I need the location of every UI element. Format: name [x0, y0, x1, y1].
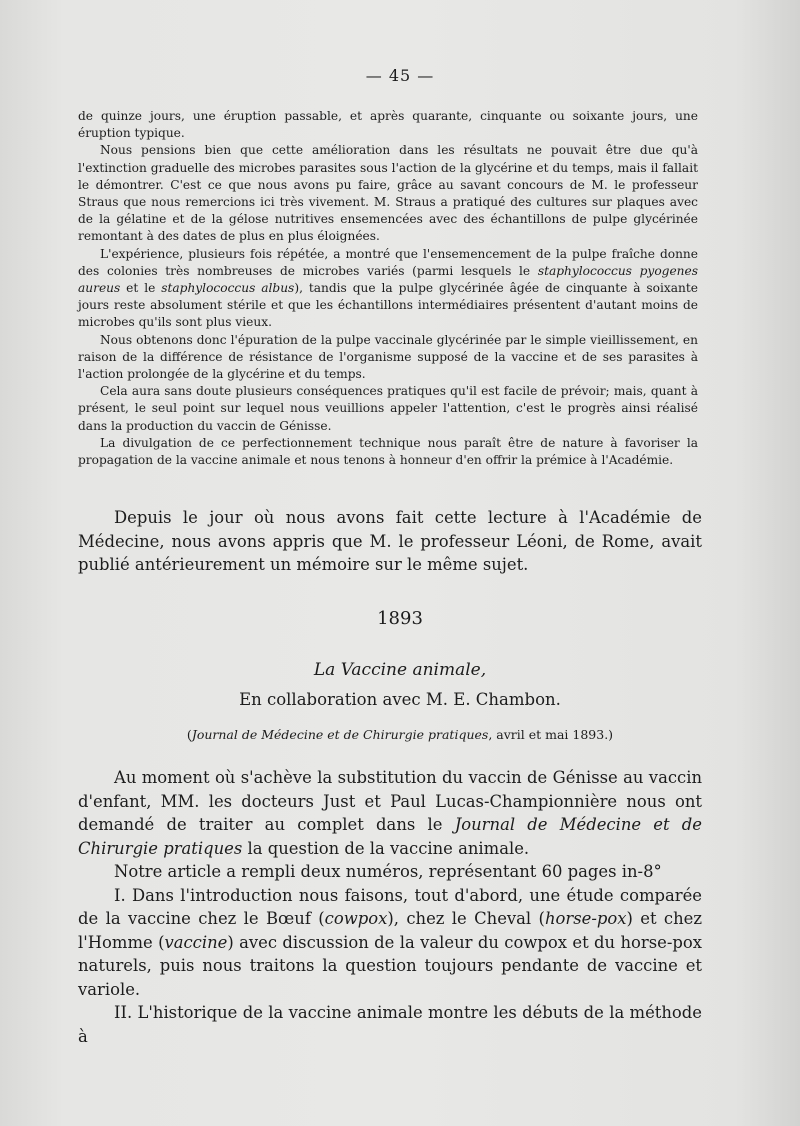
- paragraph: La divulgation de ce perfectionnement technique nous paraît être de nature à favoriser la propagation de la vaccine animale et nous tenons à honneur d'en offrir la prémice à l'Académie.: [78, 435, 698, 468]
- paragraph: Nous obtenons donc l'épuration de la pulpe vaccinale glycérinée par le simple vieillissement, en raison de la différence de résistance de l'organisme supposé de la vaccine et de ses parasites à l'action prolongée de la glycérine et du temps.: [78, 332, 698, 382]
- paragraph: Au moment où s'achève la substitution du vaccin de Génisse au vaccin d'enfant, MM. les docteurs Just et Paul Lucas-Championnière nous ont demandé de traiter au complet dans le Journal de Médecine et de Chirurgie pratiques la question de la vaccine animale.: [78, 768, 703, 858]
- paragraph: Depuis le jour où nous avons fait cette lecture à l'Académie de Médecine, nous avons appris que M. le professeur Léoni, de Rome, avait publié antérieurement un mémoire sur le même sujet.: [78, 508, 702, 574]
- article-title: La Vaccine animale,: [313, 660, 487, 680]
- italic-term: Journal de Médecine et de Chirurgie pratiques: [78, 815, 703, 858]
- paragraph: Notre article a rempli deux numéros, représentant 60 pages in-8°: [114, 862, 662, 881]
- paragraph: de quinze jours, une éruption passable, et après quarante, cinquante ou soixante jours, une éruption typique.: [78, 109, 698, 141]
- year-heading: 1893: [377, 608, 423, 629]
- text-block-large: [78, 506, 702, 577]
- paragraph: Nous pensions bien que cette amélioration dans les résultats ne pouvait être due qu'à l'extinction graduelle des microbes parasites sous l'action de la glycérine et du temps, mais il fallait le démontrer. C'est ce que nous avons pu faire, grâce au savant concours de M. le professeur Straus que nous remercions ici très vivement. M. Straus a pratiqué des cultures sur plaques avec de la gélatine et de la gélose nutritives ensemencées avec des échantillons de pulpe glycérinée remontant à des dates de plus en plus éloignées.: [78, 143, 698, 244]
- italic-term: horse-pox: [544, 909, 627, 928]
- paragraph: I. Dans l'introduction nous faisons, tout d'abord, une étude comparée de la vaccine chez le Bœuf (cowpox), chez le Cheval (horse-pox) et chez l'Homme (vaccine) avec discussion de la valeur du cowpox et du horse-pox naturels, puis nous traitons la question toujours pendante de vaccine et variole.: [78, 885, 702, 999]
- italic-term: staphylococcus albus: [161, 281, 295, 296]
- text-block-small: [78, 108, 698, 469]
- text-block-large: [78, 766, 702, 1048]
- italic-term: vaccine: [164, 932, 228, 952]
- page-number: — 45 —: [365, 66, 435, 85]
- italic-term: staphylococcus pyogenes aureus: [78, 263, 698, 296]
- journal-reference: (Journal de Médecine et de Chirurgie pratiques, avril et mai 1893.): [186, 727, 614, 742]
- italic-term: cowpox: [324, 909, 388, 928]
- paragraph: Cela aura sans doute plusieurs conséquences pratiques qu'il est facile de prévoir; mais, quant à présent, le seul point sur lequel nous veuillions appeler l'attention, c'est le progrès ainsi réalisé dans la production du vaccin de Génisse.: [78, 384, 698, 433]
- paragraph: II. L'historique de la vaccine animale montre les débuts de la méthode à: [78, 1003, 702, 1046]
- collaboration-line: En collaboration avec M. E. Chambon.: [239, 690, 561, 709]
- paragraph: L'expérience, plusieurs fois répétée, a montré que l'ensemencement de la pulpe fraîche donne des colonies très nombreuses de microbes variés (parmi lesquels le staphylococcus pyogenes aureus et le staphylococcus albus), tandis que la pulpe glycérinée âgée de cinquante à soixante jours reste absolument stérile et que les échantillons intermédiaires présentent d'autant moins de microbes qu'ils sont plus vieux.: [78, 246, 699, 330]
